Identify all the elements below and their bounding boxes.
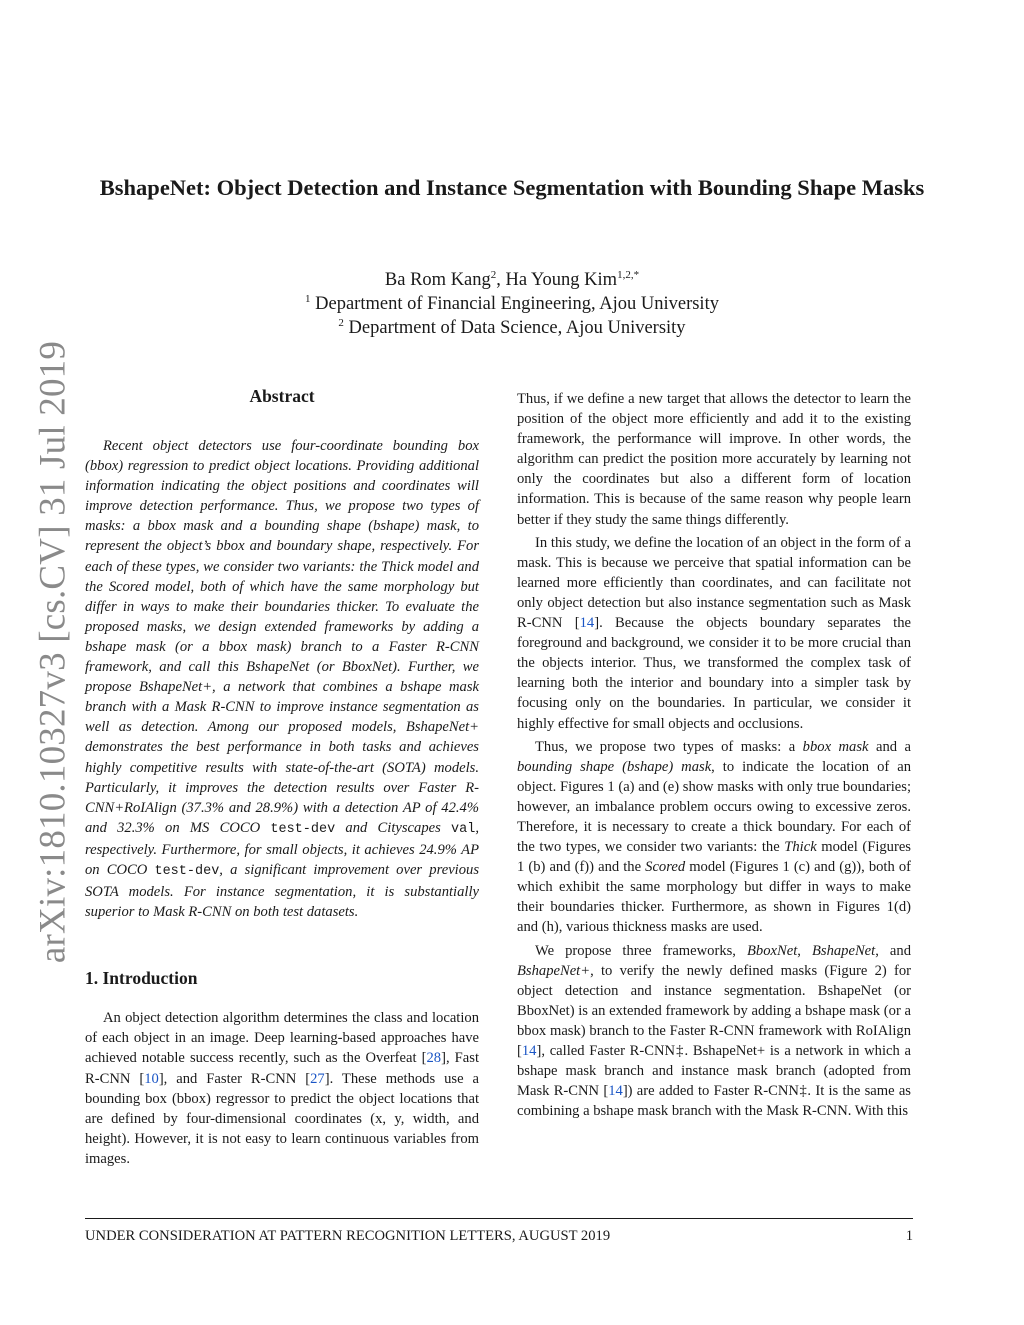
citation-link[interactable]: 27 — [310, 1070, 325, 1087]
dataset-split-code: val — [451, 821, 476, 837]
author-affiliation-mark: 2 — [490, 269, 497, 281]
author-line — [160, 268, 864, 292]
left-column — [85, 384, 479, 1172]
author-block — [160, 268, 864, 340]
affiliation-line — [160, 292, 864, 316]
intro-paragraph: An object detection algorithm determines the class and location of each object in an image. Deep learning-based approaches have achieved notable success recently, such as the Overfeat [28], Fast R-CNN [10], and Faster R-CNN [27]. These methods use a bounding box (bbox) regressor to predict the object locations that are defined by four-dimensional coordinates (x, y, width, and height). However, it is not easy to learn continuous variables from images. — [85, 1010, 480, 1167]
abstract-heading: Abstract — [249, 386, 315, 406]
dataset-split-code: test-dev — [270, 821, 336, 837]
body-paragraph: Thus, if we define a new target that allows the detector to learn the position of the object more efficiently and add it to the existing framework, the performance will improve. In other words, the algorithm can predict the position more accurately by learning not only the coordinates but also a different form of location information. This is because of the same reason why people learn better if they study the same things differently. — [517, 391, 911, 528]
right-column — [517, 389, 911, 1124]
arxiv-identifier: arXiv:1810.10327v3 [cs.CV] 31 Jul 2019 — [32, 340, 74, 964]
paper-title: BshapeNet: Object Detection and Instance Segmentation with Bounding Shape Masks — [99, 175, 925, 200]
author-separator: , — [496, 270, 506, 290]
body-paragraph: We propose three frameworks, BboxNet, BshapeNet, and BshapeNet+, to verify the newly defined masks (Figure 2) for object detection and instance segmentation. BshapeNet (or BboxNet) is an extended framework by adding a bshape mask (or a bbox mask) branch to the Faster R-CNN framework with RoIAlign [14], called Faster R-CNN‡. BshapeNet+ is a network in which a bshape mask branch and instance mask branch (adopted from Mask R-CNN [14]) are added to Faster R-CNN‡. It is the same as combining a bshape mask branch with the Mask R-CNN. With this — [517, 942, 911, 1120]
affiliation-line — [160, 316, 864, 340]
affiliation-number: 1 — [305, 293, 311, 305]
citation-link[interactable]: 14 — [579, 615, 595, 632]
page-number: 1 — [905, 1228, 913, 1244]
section-heading-introduction: 1. Introduction — [85, 968, 198, 989]
citation-link[interactable]: 14 — [521, 1043, 537, 1059]
footer-divider — [85, 1218, 913, 1219]
footer-venue: UNDER CONSIDERATION AT PATTERN RECOGNITION LETTERS, AUGUST 2019 — [85, 1228, 611, 1244]
dataset-split-code: test-dev — [154, 863, 220, 879]
body-paragraph: Thus, we propose two types of masks: a bbox mask and a bounding shape (bshape) mask, to indicate the location of an object. Figures 1 (a) and (e) show masks with only true boundaries; however, an imbalance problem occurs owing to excessive zeros. Therefore, it is necessary to create a thick boundary. For each of the two types, we consider two variants: the Thick model (Figures 1 (b) and (f)) and the Scored model (Figures 1 (c) and (g)), both of which exhibit the same morphology but differ in ways to make their boundaries thicker. Furthermore, as shown in Figures 1(d) and (h), various thickness masks are used. — [517, 738, 911, 936]
author-affiliation-mark: 1,2,* — [617, 269, 640, 281]
citation-link[interactable]: 14 — [608, 1083, 623, 1100]
citation-link[interactable]: 10 — [144, 1070, 159, 1087]
affiliation-text: Department of Financial Engineering, Ajou University — [315, 294, 719, 314]
body-paragraph: In this study, we define the location of an object in the form of a mask. This is because we perceive that spatial information can be learned more efficiently than coordinates, and can facilitate not only object detection but also instance segmentation such as Mask R-CNN [14]. Because the objects boundary separates the foreground and background, we consider it to be more crucial than the objects interior. Thus, we transformed the complex task of learning both the interior and boundary into a simpler task by focusing only on the boundaries. In particular, we consider it highly effective for small objects and occlusions. — [517, 534, 911, 732]
author-name: Ha Young Kim — [505, 270, 618, 290]
abstract-text: Recent object detectors use four-coordinate bounding box (bbox) regression to predict object locations. Providing additional information indicating the object positions and coordinates will improve detection performance. Thus, we propose two types of masks: a bbox mask and a bounding shape (bshape) mask, to represent the object’s bbox and boundary shape, respectively. For each of these types, we consider two variants: the Thick model and the Scored model, both of which have the same morphology but differ in ways to make their boundaries thicker. To evaluate the proposed masks, we design extended frameworks by adding a bshape mask (or a bbox mask) branch to a Faster R-CNN framework, and call this BshapeNet (or BboxNet). Further, we propose BshapeNet+, a network that combines a bshape mask branch with a Mask R-CNN to improve instance segmentation as well as detection. Among our proposed models, BshapeNet+ demonstrates the best performance in both tasks and achieves highly competitive results with state-of-the-art (SOTA) models. Particularly, it improves the detection results over Faster R-CNN+RoIAlign (37.3% and 28.9%) with a detection AP of 42.4% and 32.3% on MS COCO test-dev and Cityscapes val, respectively. Furthermore, for small objects, it achieves 24.9% AP on COCO test-dev, a significant improvement over previous SOTA models. For instance segmentation, it is substantially superior to Mask R-CNN on both test datasets. — [85, 438, 479, 921]
author-name: Ba Rom Kang — [384, 270, 491, 290]
affiliation-text: Department of Data Science, Ajou University — [348, 318, 686, 338]
citation-link[interactable]: 28 — [426, 1050, 442, 1067]
affiliation-number: 2 — [338, 317, 344, 329]
